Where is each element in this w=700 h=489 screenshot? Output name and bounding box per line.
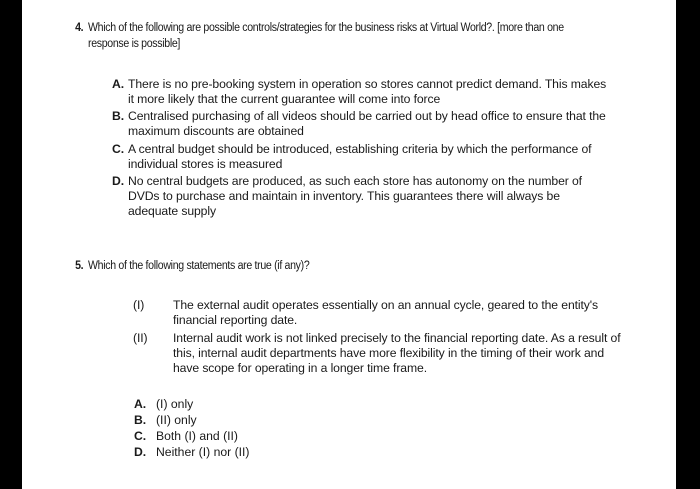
statement-1 — [133, 298, 623, 328]
question-5 — [75, 258, 603, 274]
question-4-option-d[interactable] — [112, 174, 608, 220]
question-4-option-c[interactable] — [112, 142, 608, 172]
question-4-number: 4. — [75, 22, 84, 34]
question-5-option-c[interactable] — [134, 428, 456, 444]
option-text: (II) only — [156, 413, 197, 427]
question-5-text: Which of the following statements are true (if any)? — [88, 260, 310, 272]
option-letter: A. — [134, 397, 147, 411]
statement-text: The external audit operates essentially on an annual cycle, geared to the entity's financial reporting date. — [173, 298, 599, 328]
option-letter: A. — [112, 77, 124, 91]
option-letter: D. — [134, 445, 147, 459]
option-letter: C. — [112, 142, 124, 156]
question-5-option-d[interactable] — [134, 444, 456, 460]
option-letter: D. — [112, 174, 124, 188]
option-text: A central budget should be introduced, establishing criteria by which the performance of individual stores is measured — [128, 142, 592, 172]
question-5-option-b[interactable] — [134, 412, 456, 428]
question-4-option-a[interactable] — [112, 77, 608, 107]
question-4-text: Which of the following are possible controls/strategies for the business risks at Virtual World?. [more than one response is possible] — [88, 22, 564, 50]
question-4-option-b[interactable] — [112, 109, 608, 139]
option-text: (I) only — [156, 397, 194, 411]
option-text: Neither (I) nor (II) — [156, 445, 250, 459]
option-text: Both (I) and (II) — [156, 429, 238, 443]
statement-2 — [133, 331, 623, 377]
option-letter: B. — [134, 413, 147, 427]
statement-numeral: (I) — [133, 298, 145, 312]
option-letter: B. — [112, 109, 124, 123]
statement-text: Internal audit work is not linked precisely to the financial reporting date. As a result of this, internal audit departments have more flexibility in the timing of their work and have scope for operating in a longer time frame. — [173, 331, 621, 376]
option-text: No central budgets are produced, as such each store has autonomy on the number of DVDs to purchase and maintain in inventory. This guarantees there will always be adequate supply — [128, 174, 582, 219]
question-4 — [75, 20, 603, 52]
document-page — [22, 0, 676, 489]
option-text: Centralised purchasing of all videos should be carried out by head office to ensure that the maximum discounts are obtained — [128, 109, 606, 139]
option-text: There is no pre-booking system in operation so stores cannot predict demand. This makes it more likely that the current guarantee will come into force — [128, 77, 607, 107]
statement-numeral: (II) — [133, 331, 148, 345]
question-5-number: 5. — [75, 260, 84, 272]
option-letter: C. — [134, 429, 147, 443]
question-5-option-a[interactable] — [134, 396, 456, 412]
